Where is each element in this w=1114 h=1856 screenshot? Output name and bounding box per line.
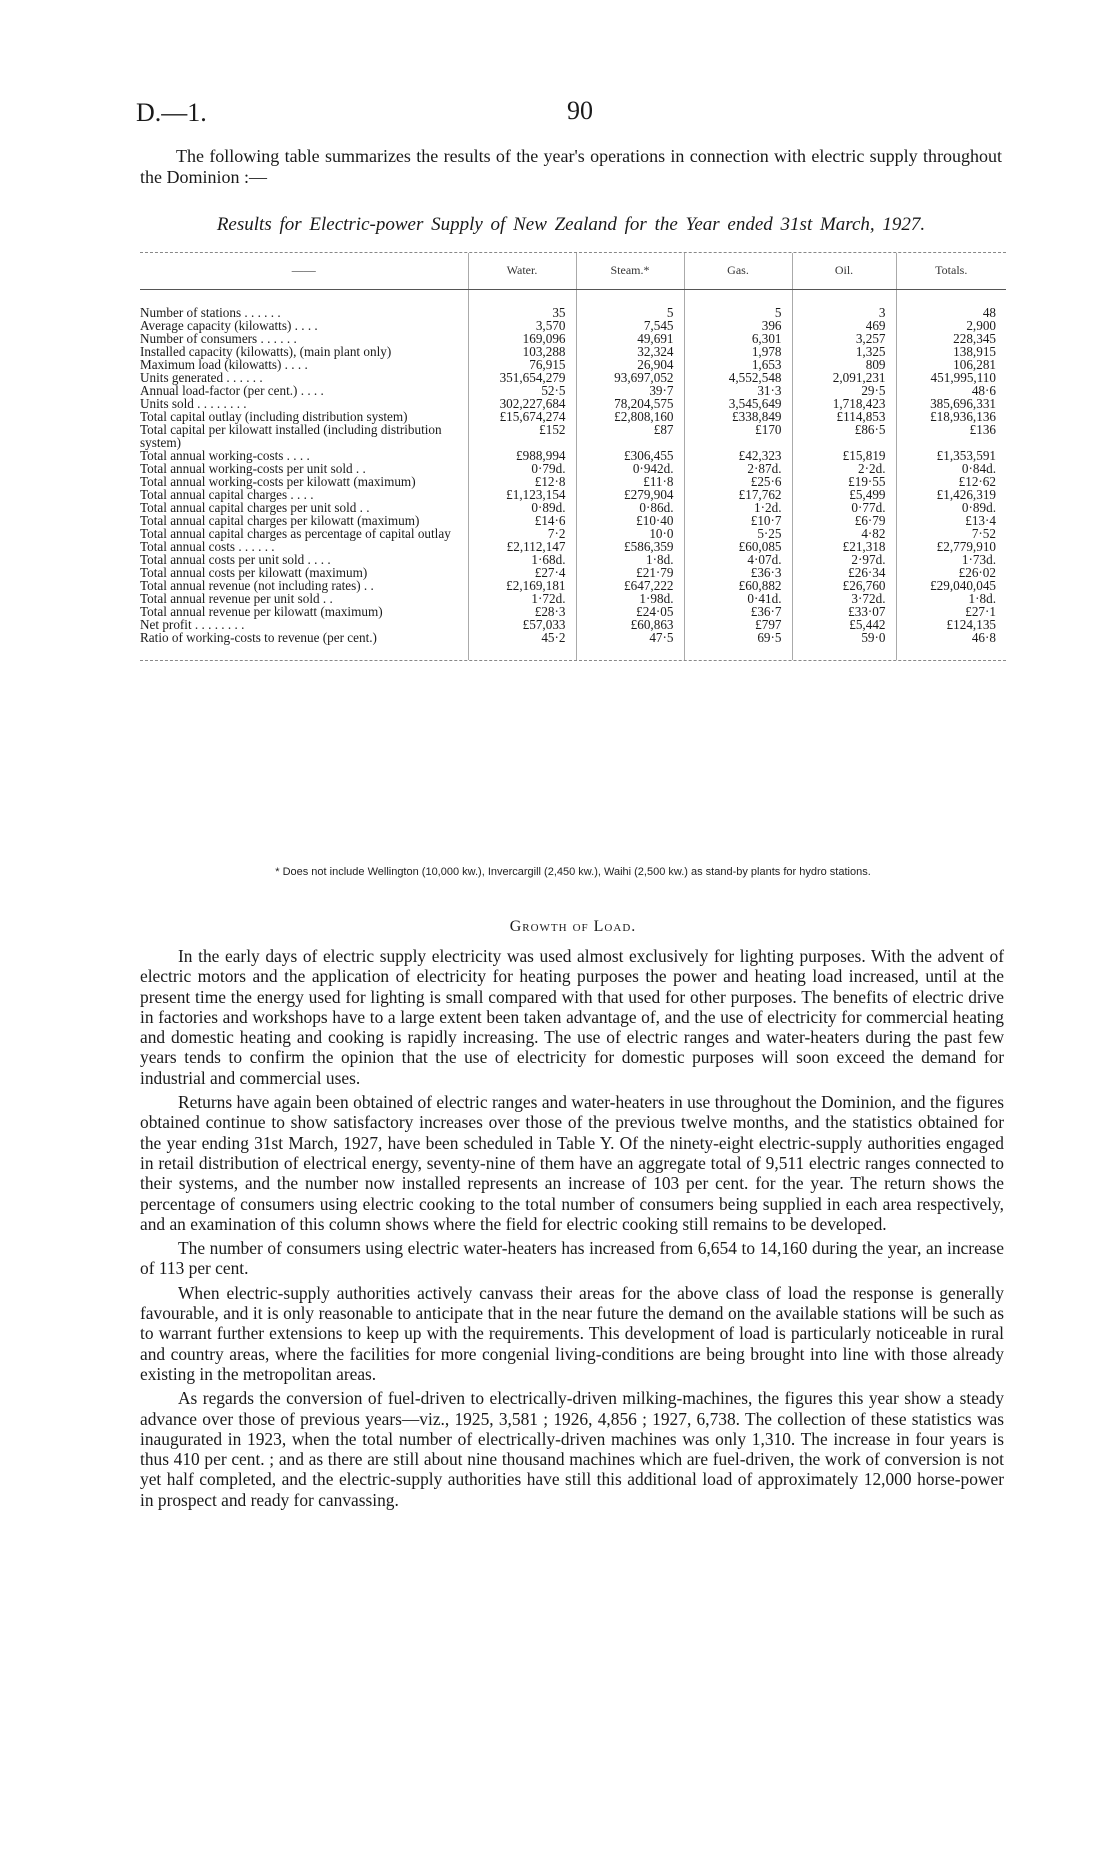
row-value: £11·8 [576, 475, 684, 488]
row-value: £17,762 [684, 488, 792, 501]
row-value: £2,112,147 [468, 540, 576, 553]
row-value: 228,345 [896, 332, 1006, 345]
row-value: 5 [576, 306, 684, 319]
row-label: Total annual working-costs . . . . [140, 448, 310, 463]
row-value: 396 [684, 319, 792, 332]
row-value: 103,288 [468, 345, 576, 358]
row-label: Number of consumers . . . . . . [140, 331, 297, 346]
body-paragraph: As regards the conversion of fuel-driven to electrically-driven milking-machines, the figures this year show a steady advance over those of previous years—viz., 1925, 3,581 ; 1926, 4,856 ; 1927, 6,738. The collection of these statistics was inaugurated in 1923, when the total number of electrically-driven machines was only 1,310. The increase in four years is thus 410 per cent. ; and as there are still about nine thousand machines which are fuel-driven, the work of conversion is not yet half completed, and the electric-supply authorities have still this additional load of approximately 12,000 horse-power in prospect and ready for canvassing. [140, 1388, 1004, 1510]
row-value: £5,499 [792, 488, 896, 501]
row-value: 39·7 [576, 384, 684, 397]
row-value: £60,085 [684, 540, 792, 553]
row-value: £12·8 [468, 475, 576, 488]
row-value: 451,995,110 [896, 371, 1006, 384]
row-label: Total annual capital charges . . . . [140, 487, 314, 502]
row-value: £306,455 [576, 449, 684, 462]
row-label: Annual load-factor (per cent.) . . . . [140, 383, 324, 398]
section-body [140, 946, 1004, 1514]
body-paragraph: In the early days of electric supply electricity was used almost exclusively for lighting purposes. With the advent of electric motors and the application of electricity for heating purposes the power and heating load increased, until at the present time the energy used for lighting is small compared with that used for other purposes. The benefits of electric drive in factories and workshops have to a large extent been taken advantage of, and the use of electricity for commercial heating and domestic heating and cooking is rapidly increasing. The use of electric ranges and water-heaters during the past few years tends to confirm the opinion that the use of electricity for domestic purposes will soon exceed the demand for industrial and commercial uses. [140, 946, 1004, 1088]
row-value: 2,900 [896, 319, 1006, 332]
row-label: Total annual revenue per kilowatt (maximum) [140, 604, 383, 619]
row-value: £2,808,160 [576, 410, 684, 423]
row-value: 1·73d. [896, 553, 1006, 566]
row-label: Number of stations . . . . . . [140, 305, 281, 320]
row-value: 48 [896, 306, 1006, 319]
row-value: 46·8 [896, 631, 1006, 644]
row-value: £42,323 [684, 449, 792, 462]
row-value: 76,915 [468, 358, 576, 371]
row-value: 7,545 [576, 319, 684, 332]
results-table-container [140, 252, 1006, 661]
column-header-oil: Oil. [792, 253, 896, 290]
intro-paragraph: The following table summarizes the results of the year's operations in connection with electric supply throughout the Dominion :— [140, 146, 1002, 187]
row-value: 7·2 [468, 527, 576, 540]
row-value: 49,691 [576, 332, 684, 345]
row-value: 3 [792, 306, 896, 319]
row-label: Total annual costs per kilowatt (maximum) [140, 565, 368, 580]
row-label: Net profit . . . . . . . . [140, 617, 245, 632]
row-value: £647,222 [576, 579, 684, 592]
document-reference: D.—1. [136, 98, 207, 127]
row-value: £124,135 [896, 618, 1006, 631]
row-value: £33·07 [792, 605, 896, 618]
row-value: £6·79 [792, 514, 896, 527]
row-value: 35 [468, 306, 576, 319]
row-value: 69·5 [684, 631, 792, 644]
row-value: £1,123,154 [468, 488, 576, 501]
table-spacer-row [140, 290, 1006, 307]
row-label: Total capital outlay (including distribution system) [140, 409, 408, 424]
row-value: 0·77d. [792, 501, 896, 514]
page-number: 90 [567, 96, 593, 125]
row-value: £26·34 [792, 566, 896, 579]
row-value: £36·7 [684, 605, 792, 618]
body-paragraph: The number of consumers using electric water-heaters has increased from 6,654 to 14,160 during the year, an increase of 113 per cent. [140, 1238, 1004, 1279]
row-value: 385,696,331 [896, 397, 1006, 410]
row-value: 10·0 [576, 527, 684, 540]
row-label: Units sold . . . . . . . . [140, 396, 247, 411]
row-value: 93,697,052 [576, 371, 684, 384]
row-value: £13·4 [896, 514, 1006, 527]
row-value: £87 [576, 423, 684, 449]
row-value: 302,227,684 [468, 397, 576, 410]
row-value: £170 [684, 423, 792, 449]
row-value: £18,936,136 [896, 410, 1006, 423]
row-value: 45·2 [468, 631, 576, 644]
row-value: £25·6 [684, 475, 792, 488]
row-label: Total annual costs per unit sold . . . . [140, 552, 331, 567]
table-footnote: * Does not include Wellington (10,000 kw.), Invercargill (2,450 kw.), Waihi (2,500 kw.) as stand-by plants for hydro stations. [275, 866, 871, 878]
row-value: 351,654,279 [468, 371, 576, 384]
row-value: £279,904 [576, 488, 684, 501]
row-value: 4·82 [792, 527, 896, 540]
row-label: Total annual capital charges per unit sold . . [140, 500, 370, 515]
row-value: £24·05 [576, 605, 684, 618]
row-value: £5,442 [792, 618, 896, 631]
row-value: 3·72d. [792, 592, 896, 605]
row-value: 4,552,548 [684, 371, 792, 384]
row-value: £15,674,274 [468, 410, 576, 423]
table-header-row [140, 253, 1006, 290]
row-value: 1·8d. [896, 592, 1006, 605]
row-value: £86·5 [792, 423, 896, 449]
column-header-totals: Totals. [896, 253, 1006, 290]
row-value: £10·7 [684, 514, 792, 527]
row-value: 0·89d. [896, 501, 1006, 514]
row-value: £21,318 [792, 540, 896, 553]
row-value: 106,281 [896, 358, 1006, 371]
row-value: £2,779,910 [896, 540, 1006, 553]
row-value: £27·4 [468, 566, 576, 579]
row-label: Ratio of working-costs to revenue (per cent.) [140, 630, 377, 645]
row-value: £1,353,591 [896, 449, 1006, 462]
row-value: 47·5 [576, 631, 684, 644]
row-value: 2·87d. [684, 462, 792, 475]
row-value: £27·1 [896, 605, 1006, 618]
row-value: £60,863 [576, 618, 684, 631]
body-paragraph: Returns have again been obtained of electric ranges and water-heaters in use throughout the Dominion, and the figures obtained continue to show satisfactory increases over those of the previous twelve months, and the statistics obtained for the year ending 31st March, 1927, have been scheduled in Table Y. Of the ninety-eight electric-supply authorities engaged in retail distribution of electrical energy, seventy-nine of them have an aggregate total of 9,511 electric ranges connected to their systems, and the number now installed represents an increase of 103 per cent. for the year. The return shows the percentage of consumers using electric cooking to the total number of consumers being supplied in each area respectively, and an examination of this column shows where the field for electric cooking still remains to be developed. [140, 1092, 1004, 1234]
row-value: £57,033 [468, 618, 576, 631]
row-value: £14·6 [468, 514, 576, 527]
row-value: £136 [896, 423, 1006, 449]
row-value: 0·86d. [576, 501, 684, 514]
row-value: £36·3 [684, 566, 792, 579]
row-label: Total capital per kilowatt installed (including distribution system) [140, 422, 442, 450]
row-label: Maximum load (kilowatts) . . . . [140, 357, 308, 372]
section-heading: Growth of Load. [509, 918, 637, 935]
row-value: £114,853 [792, 410, 896, 423]
row-label: Average capacity (kilowatts) . . . . [140, 318, 318, 333]
row-value: 78,204,575 [576, 397, 684, 410]
row-label: Total annual capital charges as percentage of capital outlay [140, 526, 451, 541]
row-label: Total annual costs . . . . . . [140, 539, 275, 554]
table-row [140, 423, 1006, 449]
body-paragraph: When electric-supply authorities actively canvass their areas for the above class of load the response is generally favourable, and it is only reasonable to anticipate that in the near future the demand on the available stations will be such as to warrant further extensions to keep up with the requirements. This development of load is particularly noticeable in rural and country areas, where the facilities for more congenial living-conditions are being brought into line with those already existing in the metropolitan areas. [140, 1282, 1004, 1384]
row-value: 1,718,423 [792, 397, 896, 410]
row-value: 169,096 [468, 332, 576, 345]
row-value: £797 [684, 618, 792, 631]
row-value: £19·55 [792, 475, 896, 488]
row-value: 0·942d. [576, 462, 684, 475]
row-label: Installed capacity (kilowatts), (main plant only) [140, 344, 392, 359]
row-value: 52·5 [468, 384, 576, 397]
row-value: £338,849 [684, 410, 792, 423]
row-value: £586,359 [576, 540, 684, 553]
row-value: £152 [468, 423, 576, 449]
table-body [140, 290, 1006, 661]
row-value: £15,819 [792, 449, 896, 462]
row-value: 48·6 [896, 384, 1006, 397]
row-value: 2·97d. [792, 553, 896, 566]
row-value: 3,257 [792, 332, 896, 345]
row-value: 1·2d. [684, 501, 792, 514]
row-value: £10·40 [576, 514, 684, 527]
row-value: 5 [684, 306, 792, 319]
row-value: 29·5 [792, 384, 896, 397]
row-value: 1·98d. [576, 592, 684, 605]
row-value: 6,301 [684, 332, 792, 345]
row-label: Total annual capital charges per kilowatt (maximum) [140, 513, 420, 528]
row-label: Units generated . . . . . . [140, 370, 263, 385]
table-row [140, 631, 1006, 644]
row-value: £12·62 [896, 475, 1006, 488]
row-value: £29,040,045 [896, 579, 1006, 592]
row-value: £26·02 [896, 566, 1006, 579]
row-value: 3,570 [468, 319, 576, 332]
row-value: £1,426,319 [896, 488, 1006, 501]
results-table [140, 253, 1006, 660]
column-header-gas: Gas. [684, 253, 792, 290]
row-value: £2,169,181 [468, 579, 576, 592]
row-value: 1·8d. [576, 553, 684, 566]
row-value: 138,915 [896, 345, 1006, 358]
row-value: 31·3 [684, 384, 792, 397]
row-value: 469 [792, 319, 896, 332]
row-value: 0·89d. [468, 501, 576, 514]
row-value: 3,545,649 [684, 397, 792, 410]
row-value: 0·79d. [468, 462, 576, 475]
column-header-steam: Steam.* [576, 253, 684, 290]
row-label: Total annual revenue per unit sold . . [140, 591, 333, 606]
row-value: £60,882 [684, 579, 792, 592]
table-spacer-row [140, 644, 1006, 660]
row-value: 0·41d. [684, 592, 792, 605]
row-value: 1,653 [684, 358, 792, 371]
row-label: Total annual revenue (not including rates) . . [140, 578, 374, 593]
row-value: 809 [792, 358, 896, 371]
row-value: £28·3 [468, 605, 576, 618]
row-value: 2,091,231 [792, 371, 896, 384]
row-value: 59·0 [792, 631, 896, 644]
column-header-label: —— [140, 253, 468, 290]
row-value: 1,325 [792, 345, 896, 358]
row-value: £21·79 [576, 566, 684, 579]
row-value: 7·52 [896, 527, 1006, 540]
row-value: 32,324 [576, 345, 684, 358]
row-value: £988,994 [468, 449, 576, 462]
row-label: Total annual working-costs per kilowatt (maximum) [140, 474, 416, 489]
column-header-water: Water. [468, 253, 576, 290]
row-value: 2·2d. [792, 462, 896, 475]
row-value: £26,760 [792, 579, 896, 592]
row-label: Total annual working-costs per unit sold . . [140, 461, 366, 476]
row-value: 1·68d. [468, 553, 576, 566]
row-value: 26,904 [576, 358, 684, 371]
row-value: 5·25 [684, 527, 792, 540]
row-value: 1,978 [684, 345, 792, 358]
table-title: Results for Electric-power Supply of New Zealand for the Year ended 31st March, 1927. [216, 214, 926, 235]
row-value: 4·07d. [684, 553, 792, 566]
row-value: 1·72d. [468, 592, 576, 605]
row-value: 0·84d. [896, 462, 1006, 475]
